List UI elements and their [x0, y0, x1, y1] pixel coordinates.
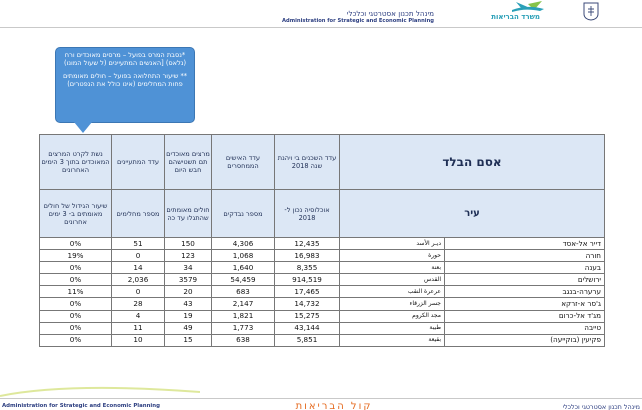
confirmed-cell: 150 [165, 238, 212, 250]
growth-cell: 11% [40, 286, 112, 298]
confirmed-cell: 43 [165, 298, 212, 310]
header-growth-label: שיעור הגידול של חולים מאומתים ב- 3 ימים אחרונים [40, 190, 112, 238]
header-english-title: Administration for Strategic and Economic Planning [281, 18, 434, 24]
header-growth-rate: נשת לקרט המרצים המאוכדים בתוך 3 הימים האחרונים [40, 135, 112, 190]
tested-cell: 54,459 [212, 274, 275, 286]
tested-cell: 1,821 [212, 310, 275, 322]
recovered-cell: 10 [112, 334, 165, 346]
table-row [40, 310, 605, 322]
city-name-arabic: طيبة [340, 322, 445, 334]
tested-cell: 683 [212, 286, 275, 298]
confirmed-cell: 3579 [165, 274, 212, 286]
city-name-arabic: بعنة [340, 262, 445, 274]
city-name-arabic: بقيعة [340, 334, 445, 346]
callout-note-1: *נסבת המרס בפועל – מרסים מאוכדים ורח (נלאס) [האנשים המתעיינים (ל שעול המונו) [63, 51, 187, 68]
city-name-arabic: مجد الكروم [340, 310, 445, 322]
population-cell: 17,465 [275, 286, 340, 298]
footnote-callout [55, 47, 195, 123]
city-name: ג'סר א-זרקא [445, 298, 605, 310]
table-row [40, 274, 605, 286]
table-row [40, 238, 605, 250]
city-name: טייבה [445, 322, 605, 334]
footer-english-title: Administration for Strategic and Economic Planning [2, 403, 160, 409]
city-name-arabic: جسر الزرقاء [340, 298, 445, 310]
table-row [40, 262, 605, 274]
recovered-cell: 28 [112, 298, 165, 310]
header-tested-label: מספר נבדקים [212, 190, 275, 238]
header-recovered-count: עדד המתעיינים [112, 135, 165, 190]
city-name: ערערה-בנגב [445, 286, 605, 298]
header-city: עיר [340, 190, 605, 238]
header-divider [0, 27, 642, 28]
confirmed-cell: 34 [165, 262, 212, 274]
growth-cell: 0% [40, 310, 112, 322]
footer-hebrew-title: מינהל תכנון אסטרטגי וכלכלי [562, 403, 640, 410]
confirmed-cell: 15 [165, 334, 212, 346]
city-name-arabic: ديـر الأسد [340, 238, 445, 250]
header-confirmed-count: מרצים מאוכדים תם תשטישהם חבש היום [165, 135, 212, 190]
table-row [40, 298, 605, 310]
growth-cell: 0% [40, 298, 112, 310]
table-header-row-bottom [40, 190, 605, 238]
confirmed-cell: 49 [165, 322, 212, 334]
footer-swoosh-icon [0, 384, 200, 398]
population-cell: 5,851 [275, 334, 340, 346]
growth-cell: 0% [40, 262, 112, 274]
tested-cell: 638 [212, 334, 275, 346]
population-cell: 16,983 [275, 250, 340, 262]
header-hebrew-title: מינהל תכנון אסטרטגי וכלכלי [346, 9, 434, 18]
tested-cell: 4,306 [212, 238, 275, 250]
ministry-logo-text: משרד הבריאות [491, 13, 540, 21]
tested-cell: 2,147 [212, 298, 275, 310]
city-infection-table [39, 134, 605, 347]
confirmed-cell: 123 [165, 250, 212, 262]
footer-divider [0, 398, 642, 399]
growth-cell: 19% [40, 250, 112, 262]
recovered-cell: 4 [112, 310, 165, 322]
city-name: חורה [445, 250, 605, 262]
city-name: דייר אל-אסד [445, 238, 605, 250]
callout-note-2: ** שיעור התחלואה בפועל – חולים מאומתים פחות המחלימים (אינו כולל את הנפטרים) [62, 71, 188, 89]
city-name: פקיעין (בוקייעה) [445, 334, 605, 346]
callout-pointer [74, 122, 92, 133]
header-city-name: אסם הבלד [340, 135, 605, 190]
tested-cell: 1,640 [212, 262, 275, 274]
city-name-arabic: حورة [340, 250, 445, 262]
population-cell: 14,732 [275, 298, 340, 310]
tested-cell: 1,068 [212, 250, 275, 262]
population-cell: 914,519 [275, 274, 340, 286]
table-row [40, 250, 605, 262]
confirmed-cell: 19 [165, 310, 212, 322]
recovered-cell: 14 [112, 262, 165, 274]
table-header-row-top [40, 135, 605, 190]
recovered-cell: 11 [112, 322, 165, 334]
footer-brand: קול הבריאות [295, 401, 373, 410]
header-population-2018: עדד השכנים בי ויהנת שנה 2018 [275, 135, 340, 190]
table-row [40, 322, 605, 334]
population-cell: 15,275 [275, 310, 340, 322]
header-recovered-label: מספר מחלימים [112, 190, 165, 238]
growth-cell: 0% [40, 274, 112, 286]
growth-cell: 0% [40, 238, 112, 250]
population-cell: 12,435 [275, 238, 340, 250]
city-name: בענה [445, 262, 605, 274]
table-row [40, 286, 605, 298]
recovered-cell: 0 [112, 286, 165, 298]
state-emblem-icon [582, 1, 600, 21]
header-population-label: אוכלוסיה נכון ל- 2018 [275, 190, 340, 238]
header-confirmed-label: חולים מאומתים שהתגלו עד כה [165, 190, 212, 238]
confirmed-cell: 20 [165, 286, 212, 298]
growth-cell: 0% [40, 322, 112, 334]
recovered-cell: 51 [112, 238, 165, 250]
city-name: ירושלים [445, 274, 605, 286]
city-name-arabic: عرعرة النقب [340, 286, 445, 298]
tested-cell: 1,773 [212, 322, 275, 334]
city-name: מג'ד אל-כרום [445, 310, 605, 322]
population-cell: 8,355 [275, 262, 340, 274]
growth-cell: 0% [40, 334, 112, 346]
city-name-arabic: القدس [340, 274, 445, 286]
header-tested-count: עדד האישים הממחסרים [212, 135, 275, 190]
table-row [40, 334, 605, 346]
population-cell: 43,144 [275, 322, 340, 334]
recovered-cell: 0 [112, 250, 165, 262]
recovered-cell: 2,036 [112, 274, 165, 286]
